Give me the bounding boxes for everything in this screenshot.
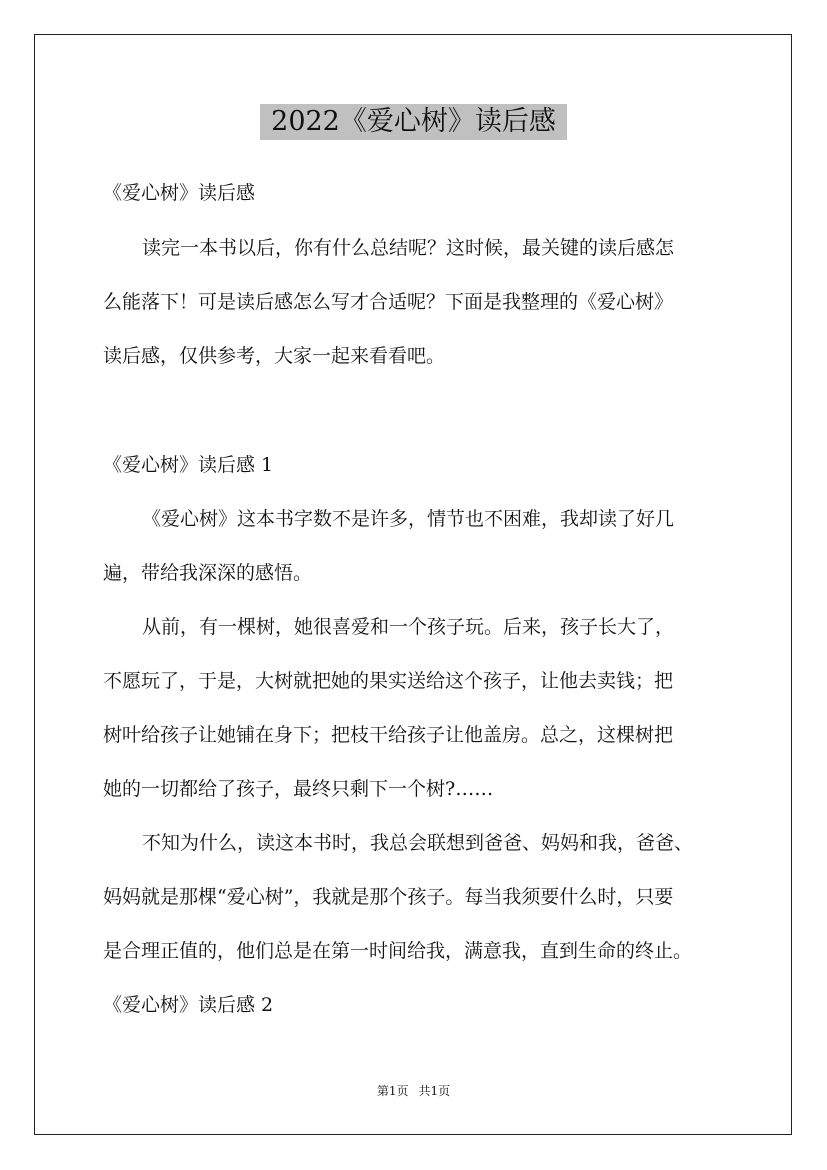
page-number: 第1页 [376,1084,409,1098]
body-paragraph-line: 是合理正值的，他们总是在第一时间给我，满意我，直到生命的终止。 [103,940,693,962]
body-paragraph-line: 妈妈就是那棵“爱心树”，我就是那个孩子。每当我须要什么时，只要 [103,886,674,908]
page-footer [0,1083,827,1099]
document-title: 2022《爱心树》读后感 [260,104,567,140]
page-total: 共1页 [418,1084,451,1098]
intro-paragraph-line: 读完一本书以后，你有什么总结呢？这时候，最关键的读后感怎 [142,237,675,259]
intro-heading: 《爱心树》读后感 [103,182,256,204]
body-paragraph-line: 不愿玩了，于是，大树就把她的果实送给这个孩子，让他去卖钱；把 [103,670,674,692]
body-paragraph-line: 不知为什么，读这本书时，我总会联想到爸爸、妈妈和我，爸爸、 [142,832,694,854]
body-paragraph-line: 《爱心树》这本书字数不是许多，情节也不困难，我却读了好几 [142,508,675,530]
body-paragraph-line: 她的一切都给了孩子，最终只剩下一个树?…… [103,778,494,800]
section-heading-1: 《爱心树》读后感 1 [103,454,274,476]
body-paragraph-line: 遍，带给我深深的感悟。 [103,562,313,584]
body-paragraph-line: 从前，有一棵树，她很喜爱和一个孩子玩。后来，孩子长大了， [142,616,675,638]
intro-paragraph-line: 读后感，仅供参考，大家一起来看看吧。 [103,345,446,367]
section-heading-2: 《爱心树》读后感 2 [103,994,274,1016]
intro-paragraph-line: 么能落下！可是读后感怎么写才合适呢？下面是我整理的《爱心树》 [103,291,674,313]
body-paragraph-line: 树叶给孩子让她铺在身下；把枝干给孩子让他盖房。总之，这棵树把 [103,724,674,746]
